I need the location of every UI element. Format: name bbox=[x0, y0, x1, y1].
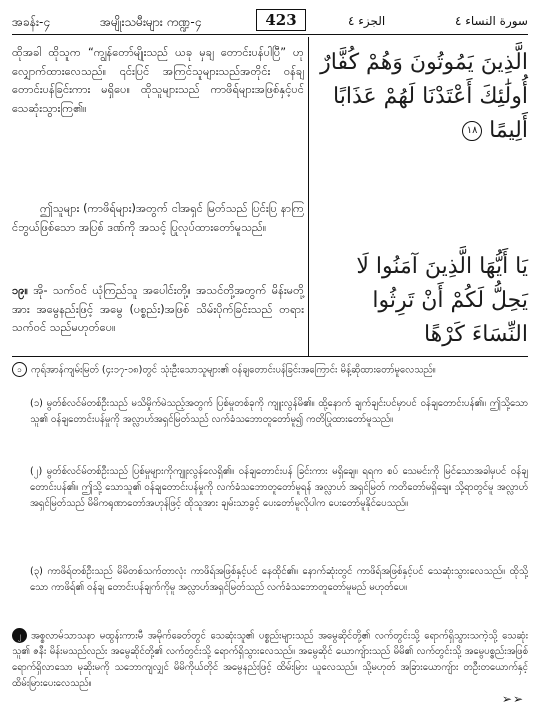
footnote-1-item-2: (၂) မွတ်စ်လင်မ်တစ်ဦးသည် ပြစ်မှုများကိုကျူးလွန်လေရှိ၏။ ဝန်ချတောင်းပန် ခြင်းကား မရှိချေ။ ရရက စပ် သေမင်းကို မြင်သောအခါမှပင် ဝန်ချတောင်းပန်၏။ ဤသို့ သောသူ၏ ဝန်ချတောင်းပန်မှုကို လက်ခံသဘောတူတော်မူရန် အလ္လာဟ် အရှင်မြတ် ကတိတော်မရှိချေ။ သို့ရာတွင်မူ အလ္လာဟ်အရှင်မြတ်သည် မိမိကရုဏာတော်အဟုန်ဖြင့် ထိုသူအား ချမ်းသာခွင့် ပေးတော်မူလိုပါက ပေးတော်မူနိုင်ပေသည်။ bbox=[30, 466, 528, 509]
page-number: 423 bbox=[256, 9, 306, 31]
ayah-number-marker: ١٨ bbox=[462, 121, 482, 141]
footnote-2-text: အစ္စလာမ်သာသနာ မထွန်းကားမီ အမိုက်ခေတ်တွင် သေဆုံးသူ၏ ပစ္စည်းများသည် အမွေဆိုင်တို့၏ လက်တွင်းသို့ ရောက်ရှိသွားသကဲ့သို့ သေဆုံးသူ၏ ဇနီး မိန်းမသည်လည်း အမွေဆိုင်တို့၏ လက်တွင်းသို့ ရောက်ရှိသွားလေသည်။ အမွေဆိုင် ယောကျ်ားသည် မိမိ၏ လက်တွင်းသို့ အမွေပစ္စည်းအဖြစ် ရောက်ရှိလာသော မုဆိုးမကို သဘောကျလျှင် မိမိကိုယ်တိုင် အမွေနည်းဖြင့် ထိမ်းမြား ယူလေသည်။ သို့မဟုတ် အခြားယောကျ်ား တဦးတယောက်နှင့် ထိမ်းမြားပေးလေသည်။ bbox=[12, 630, 528, 689]
translation-paragraph-3 bbox=[12, 282, 304, 338]
footnote-1-text: ကုရ်အာန်ကျမ်းမြတ် (၄း၁၇-၁၈)တွင် သုံးဦးသောသူများ၏ ဝန်ချတောင်းပန်ခြင်းအကြောင်း မိန့်ဆိုထားတော်မူလေသည်။ bbox=[31, 364, 436, 376]
header-section-label: အမျိုးသမီးများ ကဏ္ဍ-၄ bbox=[100, 15, 202, 29]
header-surah-label: سورة النساء ٤ bbox=[454, 14, 528, 28]
header-chapter-label: အခန်း-၄ bbox=[12, 15, 51, 29]
column-divider bbox=[308, 37, 309, 357]
footnote-divider bbox=[12, 356, 528, 357]
arabic-verse-18 bbox=[314, 46, 528, 148]
translation-paragraph-1: ထိုအခါ ထိုသူက “ကျွန်တော်မျိုးသည် ယခု မှချ တောင်းပန်ပါပြီ” ဟု လျှောက်ထားလေသည်။ ၎င်းပြင် အကြင်သူများသည်အတိုင်း ဝန်ချတောင်းပန်ခြင်းကား မရှိပေ။ ထိုသူများသည် ကာဖိရ်များအဖြစ်နှင့်ပင် သေဆုံးသွားကြ၏။ bbox=[12, 46, 304, 115]
footnote-2 bbox=[12, 628, 528, 692]
footnote-marker: ၁ bbox=[12, 362, 27, 377]
translation-paragraph-2: ဤသူများ (ကာဖိရ်များ)အတွက် ငါအရှင် မြတ်သည် ပြင်းပြ နာကြင်ဘွယ်ဖြစ်သော အပြစ် ဒဏ်ကို အသင့် ပြုလုပ်ထားတော်မူသည်။ bbox=[12, 202, 304, 234]
verse-translation-text: အို- သက်ဝင် ယုံကြည်သူ အပေါင်းတို့။ အသင်တို့အတွက် မိန်းမတို့အား အမွေနည်းဖြင့် အမွေ (ပစ္စည်း)အဖြစ် သိမ်းပိုက်ခြင်းသည် တရားသက်ဝင် သည်မဟုတ်ပေ။ bbox=[12, 284, 304, 334]
verse-number: ၁၉။ bbox=[12, 284, 28, 297]
footnote-1-item-3: (၃) ကာဖိရ်တစ်ဦးသည် မိမိတစ်သက်တာလုံး ကာဖိရ်အဖြစ်နှင့်ပင် နေထိုင်၏။ နောက်ဆုံးတွင် ကာဖိရ်အဖြစ်နှင့်ပင် သေဆုံးသွားလေသည်။ ထိုသို့သော ကာဖိရ်၏ ဝန်ချ တောင်းပန်ချက်ကိုမူ အလ္လာဟ်အရှင်မြတ်သည် လက်ခံသဘောတူတော်မူမည် မဟုတ်ပေ။ bbox=[30, 566, 528, 593]
footnote-1-item-1: (၁) မွတ်စ်လင်မ်တစ်ဦးသည် မသိမှိုက်မဲသည့်အတွက် ပြစ်မှုတစ်ခုကို ကျူးလွန်မိ၏။ ထို့နောက် ချက်ချင်းပင်မှာပင် ဝန်ချတောင်းပန်၏။ ဤသို့သောသူ၏ ဝန်ချတောင်းပန်မှုကို အလ္လာဟ်အရှင်မြတ်သည် လက်ခံသဘောတူတော်မူ၍ ကတိပြုထားတော်မူသည်။ bbox=[30, 398, 528, 425]
continue-arrows-icon: ➢➢ bbox=[501, 692, 524, 706]
page-header bbox=[12, 8, 528, 34]
header-divider bbox=[12, 34, 528, 35]
arabic-text: الَّذِينَ يَمُوتُونَ وَهُمْ كُفَّارٌ أُولَٰئِكَ أَعْتَدْنَا لَهُمْ عَذَابًا أَلِيمًا bbox=[320, 50, 528, 143]
footnote-marker: ၂ bbox=[12, 628, 27, 643]
arabic-verse-19: يَا أَيُّهَا الَّذِينَ آمَنُوا لَا يَحِلُّ لَكُمْ أَنْ تَرِثُوا النِّسَاءَ كَرْهًا bbox=[356, 254, 528, 347]
header-juz-label: الجزء ٤ bbox=[348, 14, 386, 28]
footnote-1 bbox=[12, 362, 528, 378]
